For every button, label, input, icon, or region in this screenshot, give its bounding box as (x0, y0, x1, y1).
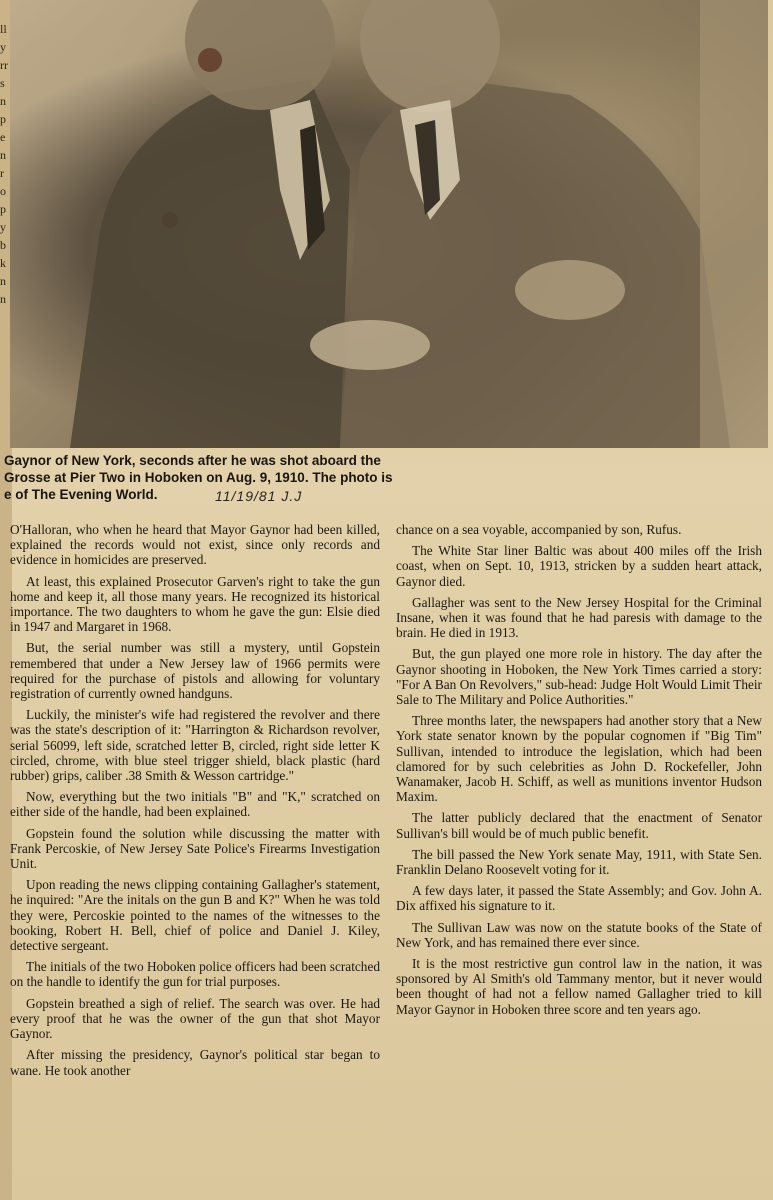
article-paragraph: The White Star liner Baltic was about 400 miles off the Irish coast, when on Sept. 10, 1913, stricken by a sudden heart attack, Gaynor died. (396, 543, 762, 589)
article-paragraph: But, the gun played one more role in history. The day after the Gaynor shooting in Hoboken, the New York Times carried a story: "For A Ban On Revolvers," sub-head: Judge Holt Would Limit Their Sale to The Military and Police Authorities." (396, 646, 762, 708)
article-paragraph: chance on a sea voyable, accompanied by son, Rufus. (396, 522, 682, 537)
article-paragraph: A few days later, it passed the State Assembly; and Gov. John A. Dix affixed his signature to it. (396, 883, 762, 914)
fragment-letter: n (0, 292, 6, 306)
fragment-letter: r (0, 166, 4, 180)
article-paragraph: It is the most restrictive gun control law in the nation, it was sponsored by Al Smith's old Tammany mentor, but it never would been thought of had not a fellow named Gallagher tried to kill Mayor Gaynor in Hoboken three score and ten years ago. (396, 956, 762, 1017)
fragment-letter: k (0, 256, 6, 270)
fragment-letter: s (0, 76, 5, 90)
caption-line: e of The Evening World. (4, 487, 158, 502)
caption-line: Grosse at Pier Two in Hoboken on Aug. 9, 1910. The photo is (4, 470, 393, 485)
article-paragraph: O'Halloran, who when he heard that Mayor Gaynor had been killed, explained the records would not exist, since only records and evidence in homicides are preserved. (10, 522, 380, 568)
news-photo (10, 0, 768, 448)
article-paragraph: The bill passed the New York senate May, 1911, with State Sen. Franklin Delano Roosevelt voting for it. (396, 846, 762, 878)
fragment-letter: n (0, 94, 6, 108)
article-column-left (10, 522, 380, 1084)
fragment-letter: p (0, 112, 6, 126)
article-paragraph: The initials of the two Hoboken police officers had been scratched on the handle to identify the gun for trial purposes. (10, 959, 380, 990)
article-paragraph: At least, this explained Prosecutor Garven's right to take the gun home and keep it, all those many years. He recognized its historical importance. The two daughters to whom he gave the gun: Elsie died in 1947 and Margaret in 1968. (10, 573, 380, 635)
fragment-letter: e (0, 130, 6, 144)
article-paragraph: Gallagher was sent to the New Jersey Hospital for the Criminal Insane, when it was found that he had paresis with damage to the brain. He died in 1913. (396, 594, 762, 641)
article-paragraph: But, the serial number was still a mystery, until Gopstein remembered that under a New Jersey law of 1966 permits were required for the purchase of pistols and allowing for voluntary registration of currently owned handguns. (10, 640, 380, 702)
article-column-right (396, 522, 762, 1023)
article-paragraph: Gopstein breathed a sigh of relief. The search was over. He had every proof that he was the owner of the gun that shot Mayor Gaynor. (10, 995, 380, 1042)
article-paragraph: Three months later, the newspapers had another story that a New York state senator known by the popular cognomen if "Big Tim" Sullivan, intended to introduce the legislation, which had been clamored for by such celebrities as John D. Rockefeller, John Wanamaker, Jacob H. Schiff, as well as munitions inventor Hudson Maxim. (396, 713, 762, 805)
article-paragraph: Luckily, the minister's wife had registered the revolver and there was the state's description of it: "Harrington & Richardson revolver, serial 56099, left side, scratched letter B, circled, right side letter K circled, chrome, with blue steel trigger shield, black plastic (hard rubber) grips, caliber .38 Smith & Wesson cartridge." (10, 707, 380, 784)
fragment-letter: y (0, 220, 6, 234)
article-paragraph: Gopstein found the solution while discussing the matter with Frank Percoskie, of New Jersey Sate Police's Firearms Investigation Unit. (10, 825, 380, 872)
fragment-letter: n (0, 148, 6, 162)
article-paragraph: The Sullivan Law was now on the statute books of the State of New York, and has remained there ever since. (396, 919, 762, 950)
article-paragraph: After missing the presidency, Gaynor's political star began to wane. He took another (10, 1047, 380, 1078)
adjacent-column-fragments (0, 20, 14, 440)
article-paragraph: Upon reading the news clipping containing Gallagher's statement, he inquired: "Are the initals on the gun B and K?" When he was told they were, Percoskie pointed to the names of the witnesses to the booking, Robert H. Bell, chief of police and Daniel J. Kiley, detective sergeant. (10, 877, 380, 954)
fragment-letter: rr (0, 58, 8, 72)
handwritten-date-note: 11/19/81 J.J (215, 488, 303, 504)
photo-figures (10, 0, 768, 448)
caption-line: Gaynor of New York, seconds after he was shot aboard the (4, 453, 381, 468)
fragment-letter: o (0, 184, 6, 198)
article-paragraph: Now, everything but the two initials "B" and "K," scratched on either side of the handle, had been explained. (10, 789, 380, 820)
fragment-letter: y (0, 40, 6, 54)
fragment-letter: ll (0, 22, 7, 36)
fragment-letter: n (0, 274, 6, 288)
fragment-letter: b (0, 238, 6, 252)
fragment-letter: p (0, 202, 6, 216)
article-paragraph: The latter publicly declared that the enactment of Senator Sullivan's bill would be of much public benefit. (396, 810, 762, 841)
